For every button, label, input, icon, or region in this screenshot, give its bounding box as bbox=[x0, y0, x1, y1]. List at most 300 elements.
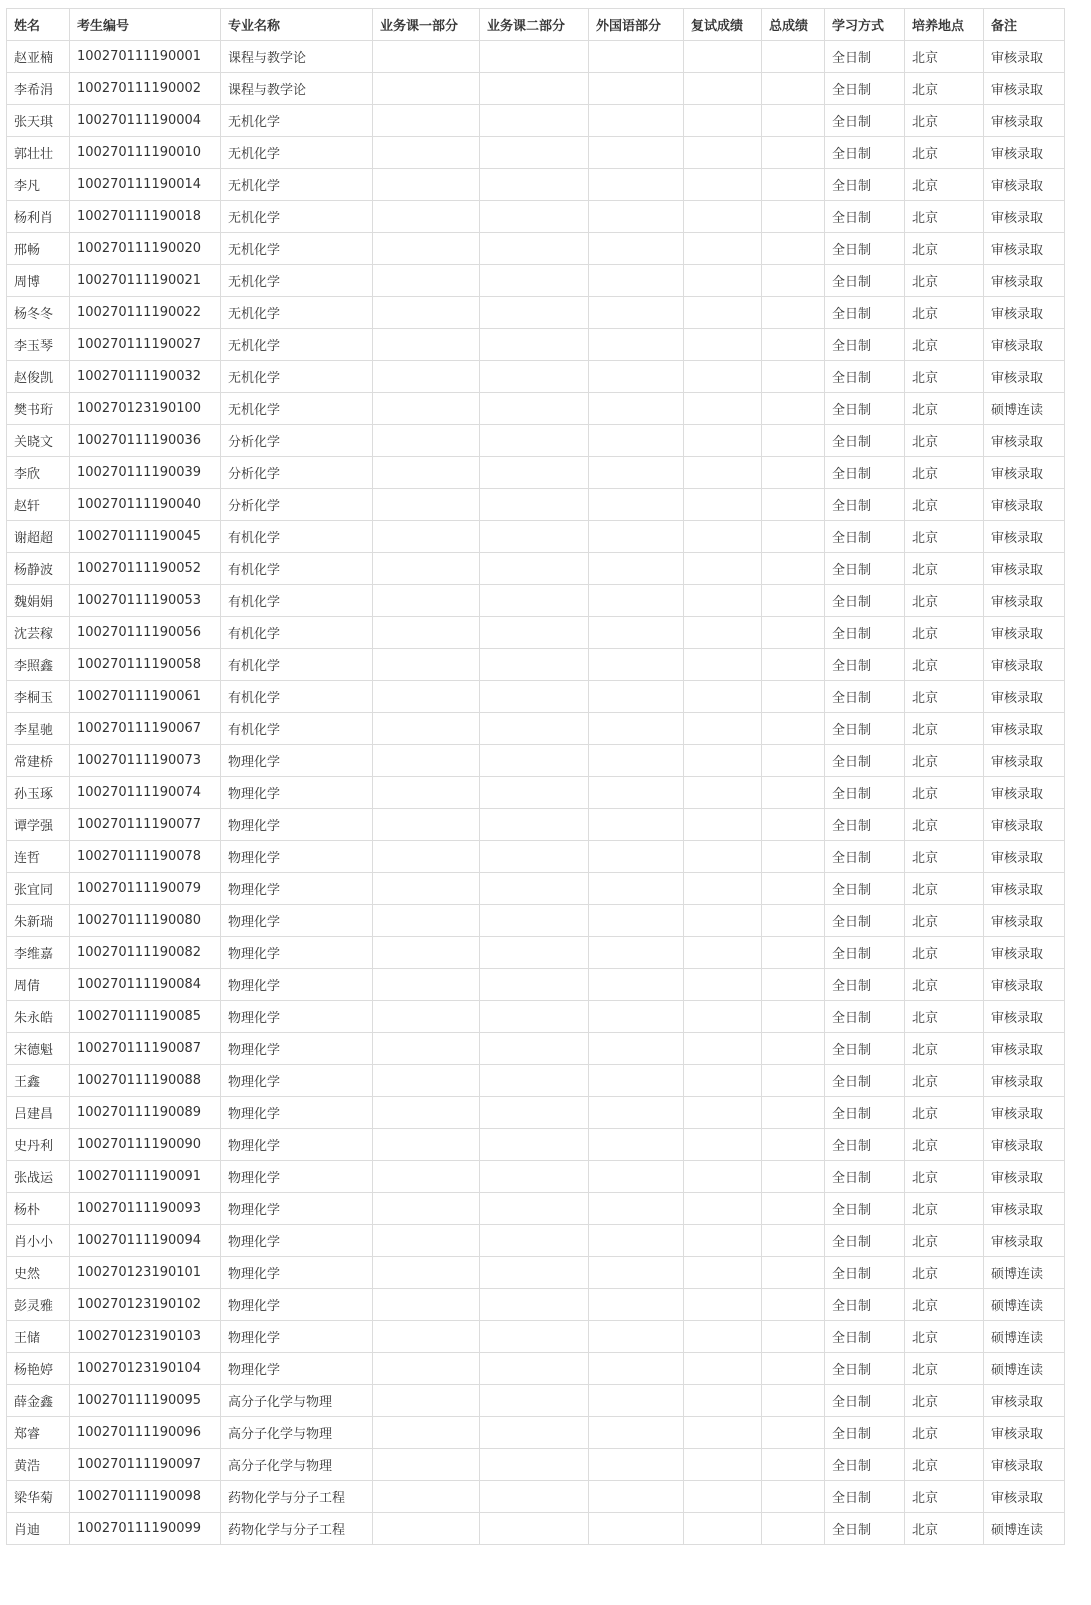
cell-remark: 审核录取 bbox=[984, 1001, 1065, 1033]
cell-course1-score bbox=[373, 457, 480, 489]
cell-course2-score bbox=[480, 73, 589, 105]
cell-total-score bbox=[762, 1097, 825, 1129]
cell-retest-score bbox=[684, 233, 762, 265]
cell-foreign-language-score bbox=[589, 745, 684, 777]
cell-retest-score bbox=[684, 617, 762, 649]
cell-name: 肖小小 bbox=[7, 1225, 70, 1257]
cell-location: 北京 bbox=[905, 1513, 984, 1545]
cell-candidate-id: 100270111190058 bbox=[70, 649, 221, 681]
table-row bbox=[7, 905, 1065, 937]
admission-list-table bbox=[6, 8, 1065, 1545]
cell-major: 课程与教学论 bbox=[221, 73, 373, 105]
cell-retest-score bbox=[684, 1481, 762, 1513]
cell-course1-score bbox=[373, 201, 480, 233]
cell-remark: 审核录取 bbox=[984, 265, 1065, 297]
table-row bbox=[7, 1161, 1065, 1193]
cell-foreign-language-score bbox=[589, 1129, 684, 1161]
table-row bbox=[7, 1417, 1065, 1449]
cell-remark: 审核录取 bbox=[984, 1193, 1065, 1225]
cell-course1-score bbox=[373, 265, 480, 297]
cell-course2-score bbox=[480, 777, 589, 809]
cell-candidate-id: 100270123190100 bbox=[70, 393, 221, 425]
cell-foreign-language-score bbox=[589, 1289, 684, 1321]
cell-remark: 硕博连读 bbox=[984, 1513, 1065, 1545]
cell-candidate-id: 100270111190045 bbox=[70, 521, 221, 553]
table-row bbox=[7, 201, 1065, 233]
cell-candidate-id: 100270111190091 bbox=[70, 1161, 221, 1193]
cell-foreign-language-score bbox=[589, 777, 684, 809]
table-row bbox=[7, 169, 1065, 201]
cell-major: 高分子化学与物理 bbox=[221, 1449, 373, 1481]
cell-remark: 审核录取 bbox=[984, 745, 1065, 777]
cell-total-score bbox=[762, 553, 825, 585]
cell-name: 李欣 bbox=[7, 457, 70, 489]
cell-study-mode: 全日制 bbox=[825, 1065, 905, 1097]
cell-course2-score bbox=[480, 1001, 589, 1033]
cell-study-mode: 全日制 bbox=[825, 809, 905, 841]
cell-total-score bbox=[762, 617, 825, 649]
cell-name: 李照鑫 bbox=[7, 649, 70, 681]
cell-name: 朱永皓 bbox=[7, 1001, 70, 1033]
cell-course1-score bbox=[373, 585, 480, 617]
cell-study-mode: 全日制 bbox=[825, 233, 905, 265]
cell-location: 北京 bbox=[905, 649, 984, 681]
cell-foreign-language-score bbox=[589, 41, 684, 73]
cell-major: 无机化学 bbox=[221, 201, 373, 233]
cell-study-mode: 全日制 bbox=[825, 1129, 905, 1161]
cell-total-score bbox=[762, 329, 825, 361]
cell-course2-score bbox=[480, 649, 589, 681]
cell-remark: 审核录取 bbox=[984, 137, 1065, 169]
cell-location: 北京 bbox=[905, 1065, 984, 1097]
cell-foreign-language-score bbox=[589, 105, 684, 137]
cell-major: 物理化学 bbox=[221, 1321, 373, 1353]
cell-retest-score bbox=[684, 1385, 762, 1417]
cell-major: 无机化学 bbox=[221, 265, 373, 297]
table-row bbox=[7, 521, 1065, 553]
cell-location: 北京 bbox=[905, 745, 984, 777]
cell-name: 沈芸稼 bbox=[7, 617, 70, 649]
cell-name: 张宜同 bbox=[7, 873, 70, 905]
cell-remark: 审核录取 bbox=[984, 233, 1065, 265]
cell-candidate-id: 100270111190073 bbox=[70, 745, 221, 777]
cell-name: 赵俊凯 bbox=[7, 361, 70, 393]
cell-location: 北京 bbox=[905, 873, 984, 905]
cell-course1-score bbox=[373, 1385, 480, 1417]
cell-candidate-id: 100270111190077 bbox=[70, 809, 221, 841]
cell-retest-score bbox=[684, 1513, 762, 1545]
cell-major: 无机化学 bbox=[221, 169, 373, 201]
cell-major: 有机化学 bbox=[221, 521, 373, 553]
cell-study-mode: 全日制 bbox=[825, 361, 905, 393]
column-header-study-mode: 学习方式 bbox=[825, 9, 905, 41]
cell-course1-score bbox=[373, 329, 480, 361]
cell-major: 物理化学 bbox=[221, 841, 373, 873]
cell-candidate-id: 100270111190032 bbox=[70, 361, 221, 393]
cell-total-score bbox=[762, 137, 825, 169]
column-header-location: 培养地点 bbox=[905, 9, 984, 41]
cell-remark: 审核录取 bbox=[984, 809, 1065, 841]
cell-study-mode: 全日制 bbox=[825, 873, 905, 905]
cell-location: 北京 bbox=[905, 521, 984, 553]
cell-remark: 审核录取 bbox=[984, 1033, 1065, 1065]
cell-retest-score bbox=[684, 169, 762, 201]
cell-name: 周博 bbox=[7, 265, 70, 297]
cell-name: 王鑫 bbox=[7, 1065, 70, 1097]
table-row bbox=[7, 617, 1065, 649]
cell-name: 周倩 bbox=[7, 969, 70, 1001]
cell-study-mode: 全日制 bbox=[825, 1289, 905, 1321]
cell-course2-score bbox=[480, 297, 589, 329]
cell-location: 北京 bbox=[905, 1353, 984, 1385]
cell-remark: 审核录取 bbox=[984, 1449, 1065, 1481]
cell-retest-score bbox=[684, 745, 762, 777]
cell-candidate-id: 100270111190084 bbox=[70, 969, 221, 1001]
cell-name: 连哲 bbox=[7, 841, 70, 873]
cell-course2-score bbox=[480, 361, 589, 393]
table-row bbox=[7, 777, 1065, 809]
cell-foreign-language-score bbox=[589, 841, 684, 873]
cell-total-score bbox=[762, 1257, 825, 1289]
cell-location: 北京 bbox=[905, 1161, 984, 1193]
cell-total-score bbox=[762, 233, 825, 265]
cell-study-mode: 全日制 bbox=[825, 1385, 905, 1417]
cell-remark: 审核录取 bbox=[984, 1065, 1065, 1097]
cell-major: 高分子化学与物理 bbox=[221, 1385, 373, 1417]
cell-course1-score bbox=[373, 1513, 480, 1545]
cell-total-score bbox=[762, 905, 825, 937]
table-row bbox=[7, 329, 1065, 361]
cell-major: 无机化学 bbox=[221, 297, 373, 329]
cell-course2-score bbox=[480, 1353, 589, 1385]
cell-total-score bbox=[762, 1385, 825, 1417]
cell-major: 无机化学 bbox=[221, 233, 373, 265]
cell-course2-score bbox=[480, 1257, 589, 1289]
cell-location: 北京 bbox=[905, 713, 984, 745]
cell-total-score bbox=[762, 777, 825, 809]
cell-location: 北京 bbox=[905, 73, 984, 105]
cell-study-mode: 全日制 bbox=[825, 265, 905, 297]
cell-retest-score bbox=[684, 1193, 762, 1225]
cell-foreign-language-score bbox=[589, 73, 684, 105]
cell-foreign-language-score bbox=[589, 489, 684, 521]
cell-candidate-id: 100270111190090 bbox=[70, 1129, 221, 1161]
cell-remark: 审核录取 bbox=[984, 585, 1065, 617]
cell-total-score bbox=[762, 361, 825, 393]
table-row bbox=[7, 393, 1065, 425]
table-row bbox=[7, 681, 1065, 713]
cell-retest-score bbox=[684, 1161, 762, 1193]
cell-major: 无机化学 bbox=[221, 361, 373, 393]
cell-major: 物理化学 bbox=[221, 1289, 373, 1321]
cell-course2-score bbox=[480, 1481, 589, 1513]
cell-major: 物理化学 bbox=[221, 1033, 373, 1065]
cell-foreign-language-score bbox=[589, 1513, 684, 1545]
cell-foreign-language-score bbox=[589, 1001, 684, 1033]
cell-remark: 审核录取 bbox=[984, 873, 1065, 905]
cell-remark: 审核录取 bbox=[984, 713, 1065, 745]
cell-foreign-language-score bbox=[589, 1321, 684, 1353]
cell-course1-score bbox=[373, 553, 480, 585]
cell-name: 朱新瑞 bbox=[7, 905, 70, 937]
table-row bbox=[7, 969, 1065, 1001]
cell-location: 北京 bbox=[905, 1129, 984, 1161]
cell-foreign-language-score bbox=[589, 873, 684, 905]
cell-foreign-language-score bbox=[589, 521, 684, 553]
cell-name: 张战运 bbox=[7, 1161, 70, 1193]
table-row bbox=[7, 1225, 1065, 1257]
cell-foreign-language-score bbox=[589, 1417, 684, 1449]
cell-retest-score bbox=[684, 1289, 762, 1321]
cell-course1-score bbox=[373, 1033, 480, 1065]
cell-retest-score bbox=[684, 937, 762, 969]
column-header-name: 姓名 bbox=[7, 9, 70, 41]
table-row bbox=[7, 297, 1065, 329]
cell-study-mode: 全日制 bbox=[825, 1225, 905, 1257]
cell-name: 杨冬冬 bbox=[7, 297, 70, 329]
cell-remark: 审核录取 bbox=[984, 841, 1065, 873]
cell-course2-score bbox=[480, 1513, 589, 1545]
cell-course2-score bbox=[480, 1449, 589, 1481]
cell-major: 物理化学 bbox=[221, 1001, 373, 1033]
cell-candidate-id: 100270111190020 bbox=[70, 233, 221, 265]
cell-course2-score bbox=[480, 1385, 589, 1417]
cell-course1-score bbox=[373, 937, 480, 969]
cell-location: 北京 bbox=[905, 553, 984, 585]
cell-course2-score bbox=[480, 969, 589, 1001]
column-header-retest-score: 复试成绩 bbox=[684, 9, 762, 41]
cell-name: 黄浩 bbox=[7, 1449, 70, 1481]
cell-candidate-id: 100270111190061 bbox=[70, 681, 221, 713]
cell-name: 杨利肖 bbox=[7, 201, 70, 233]
cell-remark: 硕博连读 bbox=[984, 1257, 1065, 1289]
cell-total-score bbox=[762, 265, 825, 297]
cell-course2-score bbox=[480, 1225, 589, 1257]
table-row bbox=[7, 1481, 1065, 1513]
table-row bbox=[7, 361, 1065, 393]
cell-foreign-language-score bbox=[589, 905, 684, 937]
cell-name: 杨朴 bbox=[7, 1193, 70, 1225]
cell-candidate-id: 100270111190074 bbox=[70, 777, 221, 809]
cell-study-mode: 全日制 bbox=[825, 137, 905, 169]
cell-candidate-id: 100270111190002 bbox=[70, 73, 221, 105]
cell-candidate-id: 100270111190087 bbox=[70, 1033, 221, 1065]
cell-total-score bbox=[762, 1513, 825, 1545]
cell-remark: 审核录取 bbox=[984, 777, 1065, 809]
cell-course2-score bbox=[480, 841, 589, 873]
cell-location: 北京 bbox=[905, 681, 984, 713]
cell-total-score bbox=[762, 873, 825, 905]
cell-course2-score bbox=[480, 1033, 589, 1065]
cell-location: 北京 bbox=[905, 457, 984, 489]
table-row bbox=[7, 489, 1065, 521]
cell-name: 李维嘉 bbox=[7, 937, 70, 969]
cell-course2-score bbox=[480, 425, 589, 457]
cell-candidate-id: 100270111190053 bbox=[70, 585, 221, 617]
cell-location: 北京 bbox=[905, 1449, 984, 1481]
cell-candidate-id: 100270111190082 bbox=[70, 937, 221, 969]
cell-candidate-id: 100270111190067 bbox=[70, 713, 221, 745]
cell-course2-score bbox=[480, 905, 589, 937]
cell-retest-score bbox=[684, 457, 762, 489]
cell-location: 北京 bbox=[905, 1289, 984, 1321]
cell-course1-score bbox=[373, 1449, 480, 1481]
cell-study-mode: 全日制 bbox=[825, 201, 905, 233]
cell-course1-score bbox=[373, 41, 480, 73]
cell-foreign-language-score bbox=[589, 713, 684, 745]
cell-retest-score bbox=[684, 1129, 762, 1161]
cell-name: 吕建昌 bbox=[7, 1097, 70, 1129]
cell-course1-score bbox=[373, 1161, 480, 1193]
cell-remark: 审核录取 bbox=[984, 73, 1065, 105]
cell-major: 物理化学 bbox=[221, 1193, 373, 1225]
cell-foreign-language-score bbox=[589, 201, 684, 233]
cell-course1-score bbox=[373, 489, 480, 521]
table-row bbox=[7, 1129, 1065, 1161]
cell-study-mode: 全日制 bbox=[825, 937, 905, 969]
cell-foreign-language-score bbox=[589, 553, 684, 585]
cell-retest-score bbox=[684, 393, 762, 425]
cell-total-score bbox=[762, 713, 825, 745]
cell-name: 关晓文 bbox=[7, 425, 70, 457]
cell-major: 物理化学 bbox=[221, 1225, 373, 1257]
cell-study-mode: 全日制 bbox=[825, 1321, 905, 1353]
cell-study-mode: 全日制 bbox=[825, 41, 905, 73]
cell-retest-score bbox=[684, 841, 762, 873]
page-content bbox=[6, 8, 1065, 1545]
cell-major: 物理化学 bbox=[221, 777, 373, 809]
cell-major: 物理化学 bbox=[221, 1097, 373, 1129]
cell-course1-score bbox=[373, 969, 480, 1001]
cell-course1-score bbox=[373, 649, 480, 681]
table-row bbox=[7, 105, 1065, 137]
cell-name: 史丹利 bbox=[7, 1129, 70, 1161]
cell-foreign-language-score bbox=[589, 457, 684, 489]
table-row bbox=[7, 873, 1065, 905]
cell-study-mode: 全日制 bbox=[825, 1513, 905, 1545]
cell-candidate-id: 100270111190039 bbox=[70, 457, 221, 489]
cell-course2-score bbox=[480, 265, 589, 297]
cell-retest-score bbox=[684, 1065, 762, 1097]
cell-major: 有机化学 bbox=[221, 617, 373, 649]
cell-retest-score bbox=[684, 585, 762, 617]
cell-location: 北京 bbox=[905, 617, 984, 649]
cell-total-score bbox=[762, 521, 825, 553]
cell-total-score bbox=[762, 1065, 825, 1097]
cell-retest-score bbox=[684, 1417, 762, 1449]
table-row bbox=[7, 233, 1065, 265]
cell-course1-score bbox=[373, 361, 480, 393]
cell-remark: 审核录取 bbox=[984, 201, 1065, 233]
table-row bbox=[7, 1353, 1065, 1385]
cell-major: 有机化学 bbox=[221, 553, 373, 585]
cell-location: 北京 bbox=[905, 1257, 984, 1289]
cell-retest-score bbox=[684, 873, 762, 905]
cell-foreign-language-score bbox=[589, 1193, 684, 1225]
cell-location: 北京 bbox=[905, 969, 984, 1001]
cell-retest-score bbox=[684, 73, 762, 105]
cell-foreign-language-score bbox=[589, 1385, 684, 1417]
cell-candidate-id: 100270123190104 bbox=[70, 1353, 221, 1385]
cell-location: 北京 bbox=[905, 169, 984, 201]
cell-remark: 审核录取 bbox=[984, 649, 1065, 681]
cell-total-score bbox=[762, 1417, 825, 1449]
table-row bbox=[7, 841, 1065, 873]
cell-major: 无机化学 bbox=[221, 105, 373, 137]
cell-name: 史然 bbox=[7, 1257, 70, 1289]
cell-course2-score bbox=[480, 553, 589, 585]
cell-name: 彭灵雅 bbox=[7, 1289, 70, 1321]
cell-foreign-language-score bbox=[589, 233, 684, 265]
cell-retest-score bbox=[684, 1001, 762, 1033]
cell-course1-score bbox=[373, 1257, 480, 1289]
cell-remark: 审核录取 bbox=[984, 329, 1065, 361]
column-header-course1-score: 业务课一部分 bbox=[373, 9, 480, 41]
table-row bbox=[7, 425, 1065, 457]
cell-candidate-id: 100270111190093 bbox=[70, 1193, 221, 1225]
cell-remark: 审核录取 bbox=[984, 41, 1065, 73]
cell-retest-score bbox=[684, 1449, 762, 1481]
cell-location: 北京 bbox=[905, 1097, 984, 1129]
cell-course1-score bbox=[373, 809, 480, 841]
cell-location: 北京 bbox=[905, 425, 984, 457]
cell-location: 北京 bbox=[905, 585, 984, 617]
cell-candidate-id: 100270111190085 bbox=[70, 1001, 221, 1033]
cell-name: 杨静波 bbox=[7, 553, 70, 585]
cell-retest-score bbox=[684, 553, 762, 585]
cell-major: 分析化学 bbox=[221, 425, 373, 457]
cell-foreign-language-score bbox=[589, 969, 684, 1001]
cell-total-score bbox=[762, 169, 825, 201]
cell-foreign-language-score bbox=[589, 393, 684, 425]
cell-foreign-language-score bbox=[589, 361, 684, 393]
cell-foreign-language-score bbox=[589, 1449, 684, 1481]
cell-candidate-id: 100270111190027 bbox=[70, 329, 221, 361]
cell-course2-score bbox=[480, 1129, 589, 1161]
cell-remark: 审核录取 bbox=[984, 1385, 1065, 1417]
cell-retest-score bbox=[684, 41, 762, 73]
cell-study-mode: 全日制 bbox=[825, 1097, 905, 1129]
cell-foreign-language-score bbox=[589, 329, 684, 361]
cell-candidate-id: 100270111190014 bbox=[70, 169, 221, 201]
cell-location: 北京 bbox=[905, 1481, 984, 1513]
cell-total-score bbox=[762, 1289, 825, 1321]
cell-foreign-language-score bbox=[589, 937, 684, 969]
cell-course1-score bbox=[373, 425, 480, 457]
cell-study-mode: 全日制 bbox=[825, 329, 905, 361]
table-row bbox=[7, 745, 1065, 777]
cell-remark: 审核录取 bbox=[984, 1225, 1065, 1257]
cell-retest-score bbox=[684, 137, 762, 169]
cell-candidate-id: 100270111190001 bbox=[70, 41, 221, 73]
cell-location: 北京 bbox=[905, 361, 984, 393]
cell-remark: 审核录取 bbox=[984, 425, 1065, 457]
cell-name: 李希涓 bbox=[7, 73, 70, 105]
cell-course1-score bbox=[373, 745, 480, 777]
table-row bbox=[7, 1193, 1065, 1225]
cell-total-score bbox=[762, 489, 825, 521]
cell-course1-score bbox=[373, 905, 480, 937]
cell-name: 王储 bbox=[7, 1321, 70, 1353]
cell-foreign-language-score bbox=[589, 649, 684, 681]
cell-course1-score bbox=[373, 841, 480, 873]
cell-course1-score bbox=[373, 393, 480, 425]
cell-study-mode: 全日制 bbox=[825, 649, 905, 681]
cell-remark: 审核录取 bbox=[984, 681, 1065, 713]
cell-remark: 审核录取 bbox=[984, 553, 1065, 585]
cell-candidate-id: 100270111190079 bbox=[70, 873, 221, 905]
cell-name: 谭学强 bbox=[7, 809, 70, 841]
